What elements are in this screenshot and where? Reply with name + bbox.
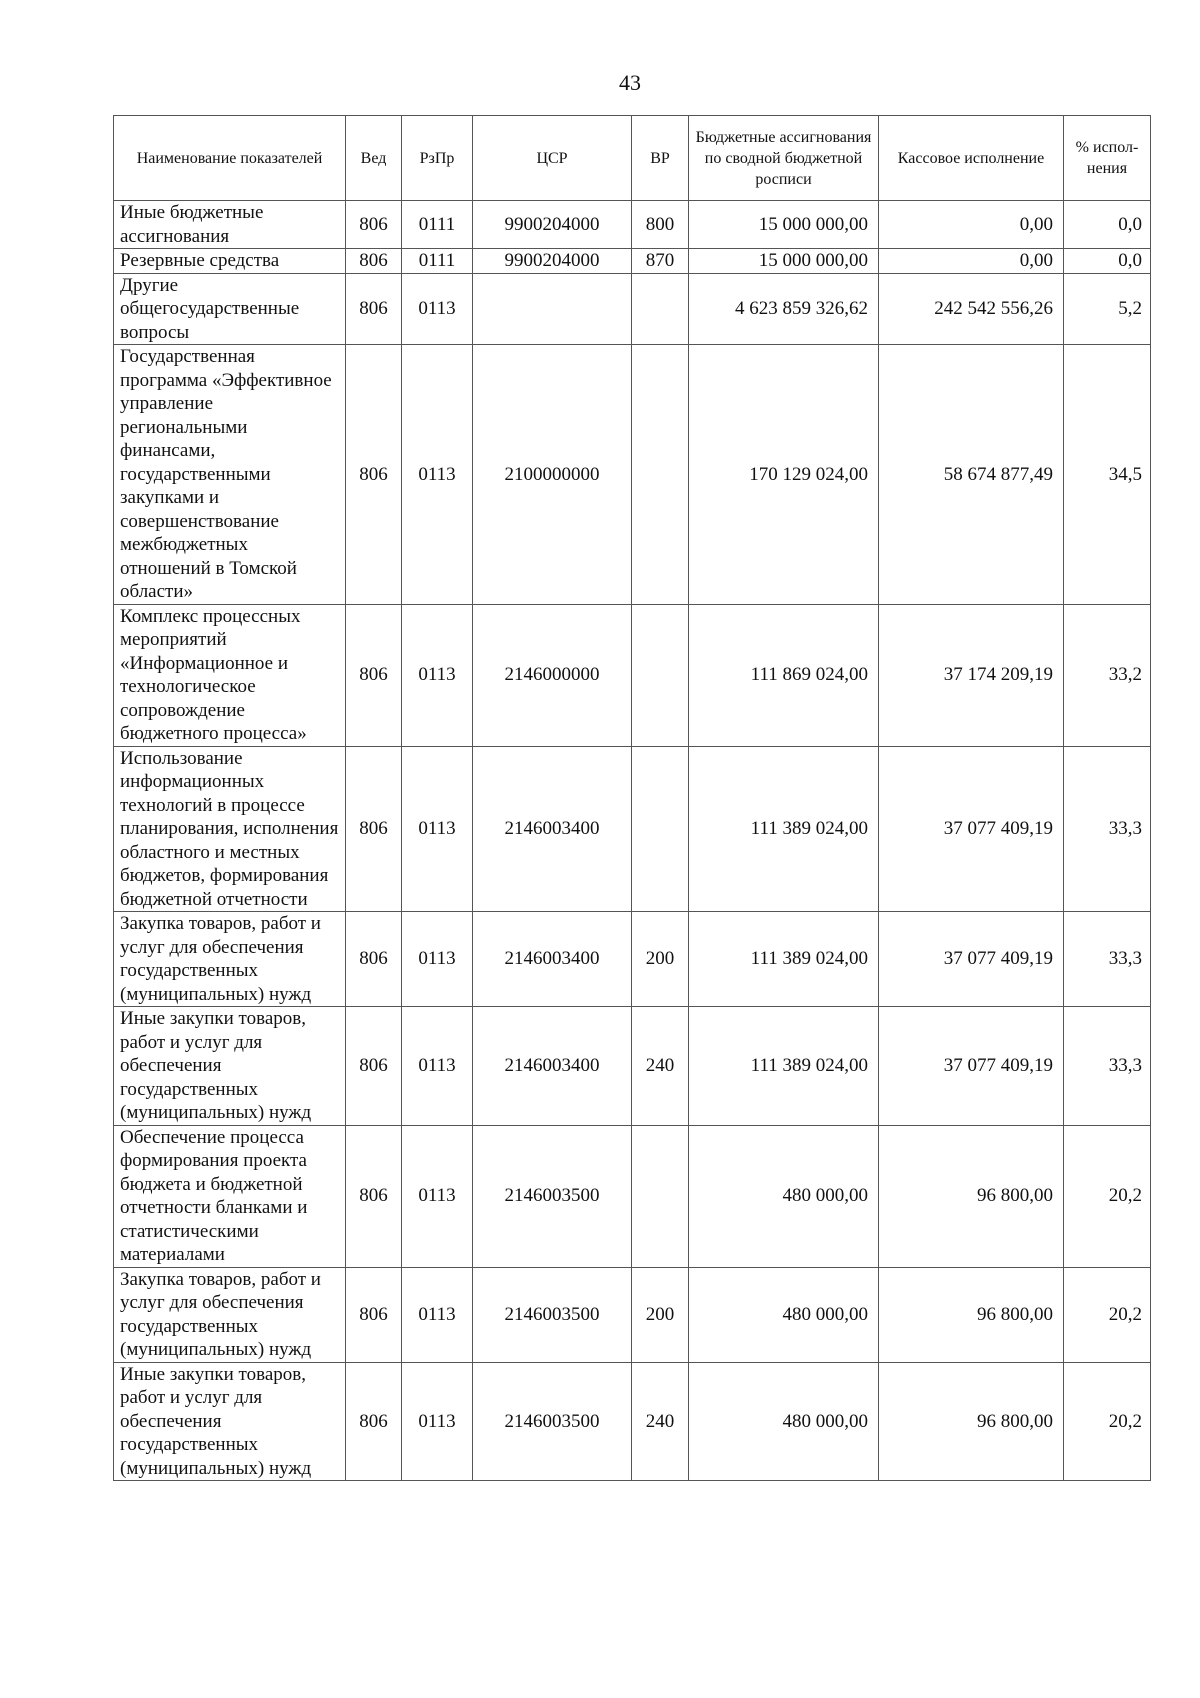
header-rzpr: РзПр (402, 116, 473, 201)
cell-csr: 9900204000 (473, 249, 632, 274)
table-row (114, 912, 1151, 1007)
cell-ved: 806 (346, 912, 402, 1007)
cell-rzpr: 0113 (402, 273, 473, 345)
cell-percent: 34,5 (1064, 345, 1151, 605)
table-row (114, 273, 1151, 345)
cell-vr (632, 273, 689, 345)
cell-rzpr: 0113 (402, 345, 473, 605)
table-row (114, 604, 1151, 746)
cell-vr (632, 746, 689, 912)
cell-cash: 37 077 409,19 (879, 746, 1064, 912)
cell-csr: 9900204000 (473, 201, 632, 249)
cell-cash: 0,00 (879, 201, 1064, 249)
cell-ved: 806 (346, 604, 402, 746)
cell-rzpr: 0113 (402, 912, 473, 1007)
cell-name: Иные закупки товаров, работ и услуг для обеспечения государственных (муниципальных) нужд (114, 1007, 346, 1126)
cell-name: Обеспечение процесса формирования проекта бюджета и бюджетной отчетности бланками и статистическими материалами (114, 1125, 346, 1267)
cell-ved: 806 (346, 249, 402, 274)
cell-percent: 33,2 (1064, 604, 1151, 746)
cell-rzpr: 0113 (402, 1362, 473, 1481)
cell-ved: 806 (346, 1267, 402, 1362)
cell-budget: 111 389 024,00 (689, 746, 879, 912)
cell-rzpr: 0113 (402, 1007, 473, 1126)
cell-csr: 2146003400 (473, 912, 632, 1007)
table-row (114, 249, 1151, 274)
cell-vr: 240 (632, 1007, 689, 1126)
cell-name: Другие общегосударственные вопросы (114, 273, 346, 345)
cell-cash: 96 800,00 (879, 1125, 1064, 1267)
cell-percent: 5,2 (1064, 273, 1151, 345)
cell-vr: 870 (632, 249, 689, 274)
header-budget: Бюджетные ассигнования по сводной бюджетной росписи (689, 116, 879, 201)
cell-vr (632, 604, 689, 746)
cell-csr: 2146003400 (473, 1007, 632, 1126)
cell-vr: 200 (632, 1267, 689, 1362)
cell-ved: 806 (346, 1125, 402, 1267)
cell-budget: 15 000 000,00 (689, 249, 879, 274)
cell-percent: 0,0 (1064, 249, 1151, 274)
cell-percent: 20,2 (1064, 1362, 1151, 1481)
cell-ved: 806 (346, 273, 402, 345)
cell-rzpr: 0113 (402, 1267, 473, 1362)
cell-cash: 58 674 877,49 (879, 345, 1064, 605)
cell-name: Закупка товаров, работ и услуг для обеспечения государственных (муниципальных) нужд (114, 1267, 346, 1362)
cell-cash: 96 800,00 (879, 1267, 1064, 1362)
cell-percent: 33,3 (1064, 912, 1151, 1007)
cell-name: Государственная программа «Эффективное управление региональными финансами, государственными закупками и совершенствование межбюджетных отношений в Томской области» (114, 345, 346, 605)
cell-csr: 2100000000 (473, 345, 632, 605)
cell-vr (632, 345, 689, 605)
cell-rzpr: 0113 (402, 1125, 473, 1267)
cell-vr (632, 1125, 689, 1267)
cell-cash: 37 077 409,19 (879, 912, 1064, 1007)
cell-csr: 2146000000 (473, 604, 632, 746)
cell-cash: 37 077 409,19 (879, 1007, 1064, 1126)
cell-percent: 0,0 (1064, 201, 1151, 249)
header-name: Наименование показателей (114, 116, 346, 201)
cell-budget: 480 000,00 (689, 1125, 879, 1267)
cell-percent: 20,2 (1064, 1267, 1151, 1362)
cell-budget: 111 869 024,00 (689, 604, 879, 746)
cell-ved: 806 (346, 1362, 402, 1481)
cell-vr: 240 (632, 1362, 689, 1481)
cell-budget: 111 389 024,00 (689, 1007, 879, 1126)
cell-vr: 800 (632, 201, 689, 249)
cell-percent: 33,3 (1064, 746, 1151, 912)
cell-csr: 2146003500 (473, 1125, 632, 1267)
header-ved: Вед (346, 116, 402, 201)
header-cash: Кассовое исполнение (879, 116, 1064, 201)
cell-vr: 200 (632, 912, 689, 1007)
cell-budget: 15 000 000,00 (689, 201, 879, 249)
cell-name: Иные закупки товаров, работ и услуг для обеспечения государственных (муниципальных) нужд (114, 1362, 346, 1481)
header-csr: ЦСР (473, 116, 632, 201)
cell-csr (473, 273, 632, 345)
table-row (114, 746, 1151, 912)
table-row (114, 201, 1151, 249)
cell-rzpr: 0113 (402, 604, 473, 746)
cell-cash: 0,00 (879, 249, 1064, 274)
cell-ved: 806 (346, 201, 402, 249)
table-header-row (114, 116, 1151, 201)
cell-csr: 2146003400 (473, 746, 632, 912)
cell-percent: 33,3 (1064, 1007, 1151, 1126)
cell-budget: 480 000,00 (689, 1362, 879, 1481)
cell-rzpr: 0111 (402, 249, 473, 274)
cell-name: Комплекс процессных мероприятий «Информационное и технологическое сопровождение бюджетного процесса» (114, 604, 346, 746)
cell-budget: 111 389 024,00 (689, 912, 879, 1007)
table-row (114, 1007, 1151, 1126)
page-number: 43 (619, 70, 641, 95)
cell-budget: 480 000,00 (689, 1267, 879, 1362)
cell-cash: 37 174 209,19 (879, 604, 1064, 746)
budget-table (113, 115, 1151, 1481)
cell-name: Резервные средства (114, 249, 346, 274)
cell-name: Закупка товаров, работ и услуг для обеспечения государственных (муниципальных) нужд (114, 912, 346, 1007)
table-row (114, 1125, 1151, 1267)
header-vr: ВР (632, 116, 689, 201)
cell-ved: 806 (346, 746, 402, 912)
header-percent: % испол-нения (1064, 116, 1151, 201)
cell-rzpr: 0113 (402, 746, 473, 912)
table-row (114, 345, 1151, 605)
cell-rzpr: 0111 (402, 201, 473, 249)
table-row (114, 1362, 1151, 1481)
cell-ved: 806 (346, 1007, 402, 1126)
cell-name: Использование информационных технологий в процессе планирования, исполнения областного и местных бюджетов, формирования бюджетной отчетности (114, 746, 346, 912)
cell-budget: 170 129 024,00 (689, 345, 879, 605)
cell-name: Иные бюджетные ассигнования (114, 201, 346, 249)
table-row (114, 1267, 1151, 1362)
cell-csr: 2146003500 (473, 1267, 632, 1362)
cell-cash: 96 800,00 (879, 1362, 1064, 1481)
cell-budget: 4 623 859 326,62 (689, 273, 879, 345)
cell-ved: 806 (346, 345, 402, 605)
cell-cash: 242 542 556,26 (879, 273, 1064, 345)
cell-csr: 2146003500 (473, 1362, 632, 1481)
cell-percent: 20,2 (1064, 1125, 1151, 1267)
